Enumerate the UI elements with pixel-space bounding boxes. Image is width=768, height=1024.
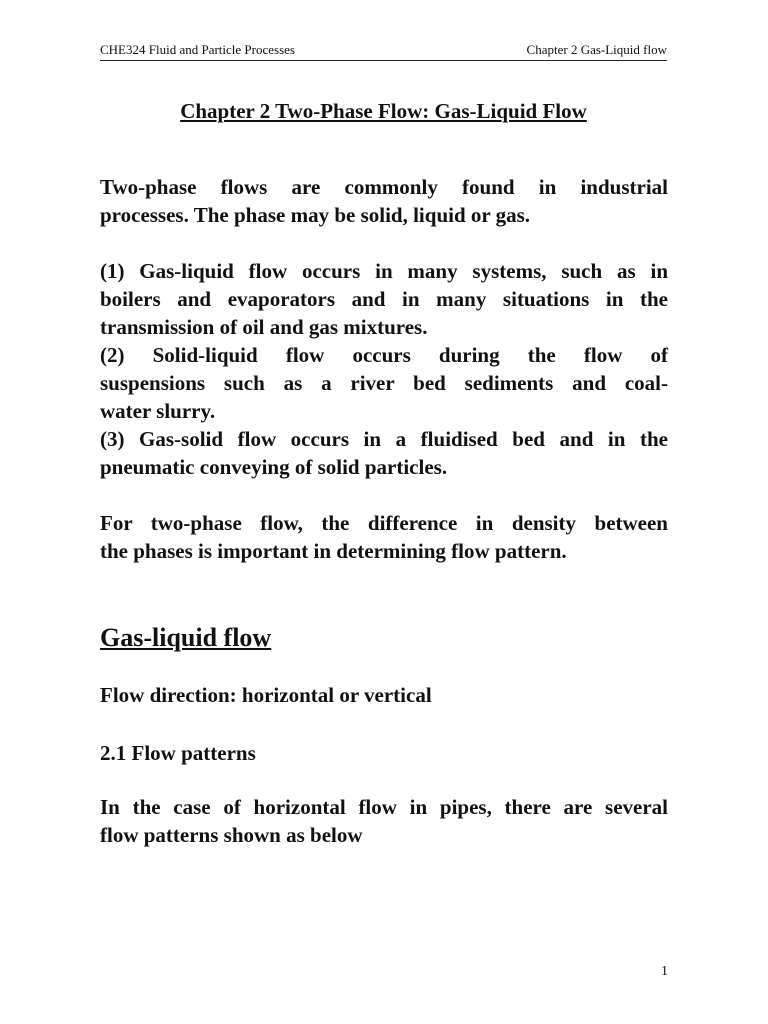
text-line: the phases is important in determining flow pattern.	[100, 539, 567, 563]
section-heading: Gas-liquid flow	[100, 623, 272, 652]
density-paragraph	[100, 509, 668, 565]
document-title: Chapter 2 Two-Phase Flow: Gas-Liquid Flow	[180, 99, 587, 123]
intro-paragraph	[100, 173, 668, 229]
text-line: processes. The phase may be solid, liquid or gas.	[100, 203, 530, 227]
header-course: CHE324 Fluid and Particle Processes	[100, 42, 295, 57]
text-line: For two-phase flow, the difference in density between	[100, 511, 668, 535]
page-number: 1	[661, 964, 668, 979]
header-chapter: Chapter 2 Gas-Liquid flow	[526, 42, 667, 57]
examples-paragraph	[100, 257, 668, 481]
text-line: flow patterns shown as below	[100, 823, 363, 847]
text-line: boilers and evaporators and in many situations in the	[100, 287, 668, 311]
text-line: (2) Solid-liquid flow occurs during the flow of	[100, 343, 668, 367]
text-line: water slurry.	[100, 399, 216, 423]
text-line: pneumatic conveying of solid particles.	[100, 455, 448, 479]
subsection-heading: 2.1 Flow patterns	[100, 741, 256, 765]
page-header	[100, 42, 667, 61]
text-line: In the case of horizontal flow in pipes, there are several	[100, 795, 668, 819]
text-line: suspensions such as a river bed sediments and coal-	[100, 371, 668, 395]
horizontal-flow-paragraph	[100, 793, 668, 849]
text-line: (1) Gas-liquid flow occurs in many systems, such as in	[100, 259, 668, 283]
flow-direction-text: Flow direction: horizontal or vertical	[100, 683, 432, 707]
text-line: transmission of oil and gas mixtures.	[100, 315, 428, 339]
text-line: (3) Gas-solid flow occurs in a fluidised bed and in the	[100, 427, 668, 451]
text-line: Two-phase flows are commonly found in industrial	[100, 175, 668, 199]
